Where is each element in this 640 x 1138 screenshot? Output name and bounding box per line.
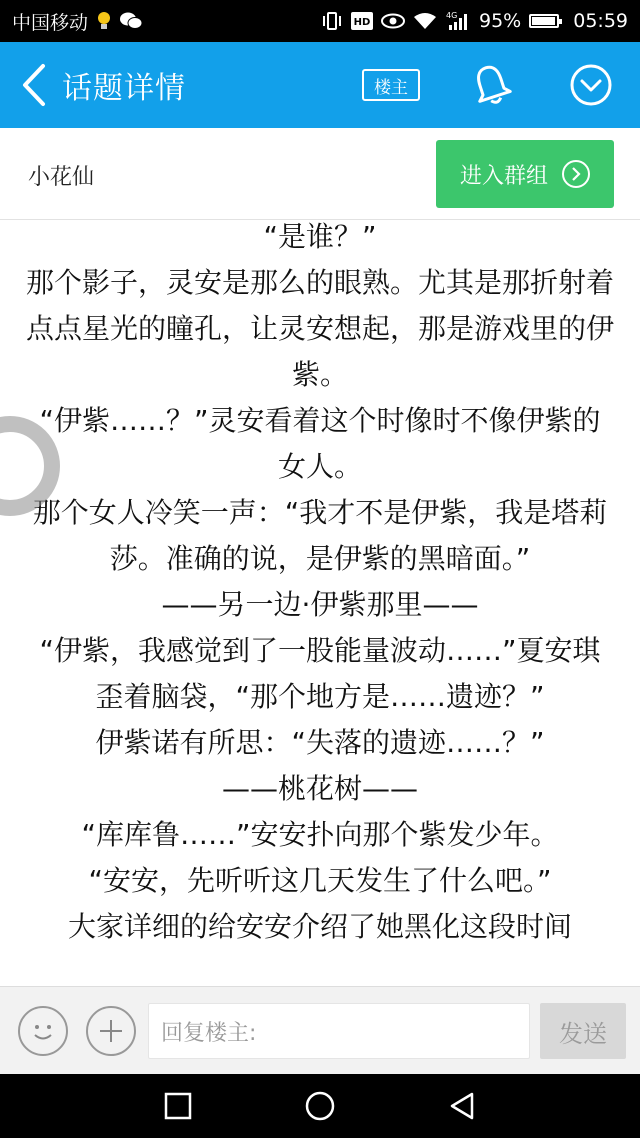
post-paragraph: 大家详细的给安安介绍了她黑化这段时间 [67,910,572,943]
join-group-button[interactable] [436,140,614,208]
post-content[interactable] [0,220,640,986]
battery-percent: 95% [479,10,522,32]
send-button[interactable]: 发送 [540,1003,626,1059]
post-paragraph: “库库鲁……”安安扑向那个紫发少年。 [81,818,559,851]
wifi-icon [413,12,437,30]
hd-icon [351,12,373,30]
author-name[interactable]: 小花仙 [28,165,95,190]
smiley-icon [25,1013,61,1049]
recents-button[interactable] [160,1088,196,1124]
battery-icon [529,14,559,28]
plus-icon [98,1018,124,1044]
post-paragraph: “是谁？” [263,220,377,253]
group-row [0,128,640,220]
clock: 05:59 [573,10,628,32]
carrier-label: 中国移动 [12,11,89,34]
bell-icon [469,62,513,108]
emoji-button[interactable] [18,1006,68,1056]
reply-bar [0,986,640,1074]
back-button[interactable] [6,42,62,128]
post-paragraph: 伊紫诺有所思：“失落的遗迹……？” [95,726,545,759]
circle-icon [304,1090,336,1122]
post-paragraph: 那个影子，灵安是那么的眼熟。尤其是那折射着点点星光的瞳孔，让灵安想起，那是游戏里的伊紫。 [26,266,615,391]
post-paragraph: ——桃花树—— [221,772,418,805]
svg-text:HD: HD [353,17,371,28]
app-bar [0,42,640,128]
add-attachment-button[interactable] [86,1006,136,1056]
join-group-label: 进入群组 [459,163,548,189]
post-paragraph: ——另一边·伊紫那里—— [161,588,479,621]
status-bar [0,0,640,42]
triangle-back-icon [448,1091,476,1121]
reply-input[interactable]: 回复楼主: [148,1003,530,1059]
more-button[interactable] [564,58,618,112]
square-icon [164,1092,192,1120]
post-paragraph: “伊紫……？”灵安看着这个时像时不像伊紫的女人。 [39,404,601,483]
post-paragraph: “伊紫，我感觉到了一股能量波动……”夏安琪歪着脑袋，“那个地方是……遗迹？” [39,634,601,713]
bell-button[interactable] [464,58,518,112]
back-arrow-icon [21,63,47,107]
page-title: 话题详情 [62,71,186,106]
signal-icon [445,11,471,31]
eye-icon [381,13,405,29]
chevron-right-circle-icon [562,160,590,188]
system-nav-bar [0,1074,640,1138]
chevron-down-circle-icon [569,63,613,107]
wechat-icon [120,12,142,30]
bulb-icon [96,11,112,31]
louzhu-filter-button[interactable]: 楼主 [362,69,420,101]
back-nav-button[interactable] [444,1088,480,1124]
vibrate-icon [321,11,343,31]
post-paragraph: “安安，先听听这几天发生了什么吧。” [88,864,552,897]
network-label: 4G [446,11,458,20]
home-button[interactable] [302,1088,338,1124]
post-paragraph: 那个女人冷笑一声：“我才不是伊紫，我是塔莉莎。准确的说，是伊紫的黑暗面。” [32,496,608,575]
